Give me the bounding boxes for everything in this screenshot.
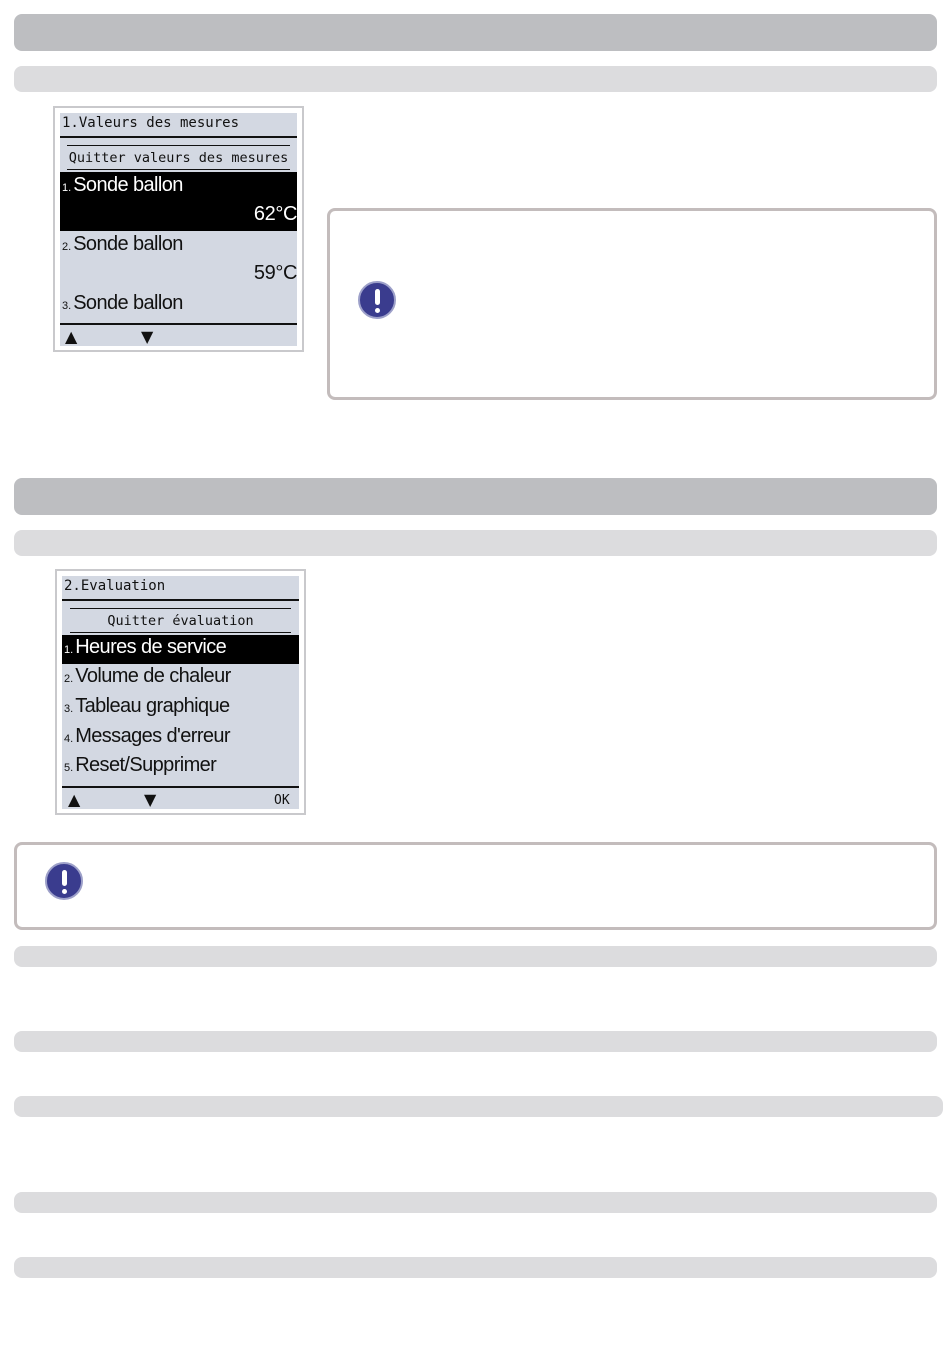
lcd-display [60, 113, 297, 346]
down-arrow-icon[interactable]: ▼ [141, 327, 154, 346]
row-number: 2. [62, 241, 72, 253]
item-label: Messages d'erreur [75, 725, 230, 747]
quit-bottom-line [70, 632, 291, 633]
row-number: 1. [62, 182, 72, 194]
measurement-row-3[interactable] [60, 290, 297, 320]
warning-note-box [14, 842, 937, 930]
lcd-display [62, 576, 299, 809]
section-header-bar [14, 478, 937, 515]
up-arrow-icon[interactable]: ▲ [65, 327, 78, 346]
item-label: Reset/Supprimer [75, 754, 217, 776]
item-label: Volume de chaleur [75, 665, 231, 687]
quit-top-line [70, 608, 291, 609]
footer-divider [62, 786, 299, 788]
row-number: 3. [62, 300, 72, 312]
section-header-bar [14, 14, 937, 51]
menu-item-operating-hours[interactable] [62, 635, 299, 664]
section-subheader-bar [14, 530, 937, 556]
warning-note-box [327, 208, 937, 400]
measurement-row-1[interactable] [60, 172, 297, 231]
item-number: 5. [64, 762, 74, 774]
menu-item-graph-table[interactable] [62, 694, 299, 723]
title-divider [62, 599, 299, 601]
screen-title: 1.Valeurs des mesures [62, 115, 240, 131]
measurement-row-2[interactable] [60, 231, 297, 290]
footer-divider [60, 323, 297, 325]
subsection-bar [14, 946, 937, 967]
item-number: 4. [64, 733, 74, 745]
item-number: 1. [64, 644, 74, 656]
quit-top-line [67, 145, 290, 146]
ok-button[interactable]: OK [274, 793, 290, 808]
subsection-bar [14, 1096, 943, 1117]
sensor-label: Sonde ballon [73, 292, 183, 314]
item-number: 2. [64, 673, 74, 685]
sensor-value: 62°C [253, 203, 297, 225]
sensor-label: Sonde ballon [73, 174, 183, 196]
up-arrow-icon[interactable]: ▲ [68, 790, 81, 809]
exclamation-circle-icon [358, 281, 396, 319]
sensor-label: Sonde ballon [73, 233, 183, 255]
screen-title: 2.Evaluation [64, 578, 166, 594]
menu-item-reset-delete[interactable] [62, 753, 299, 782]
quit-evaluation-item[interactable]: Quitter évaluation [107, 613, 254, 629]
subsection-bar [14, 1031, 937, 1052]
item-number: 3. [64, 703, 74, 715]
subsection-bar [14, 1257, 937, 1278]
section-subheader-bar [14, 66, 937, 92]
lcd-screen-measurements [53, 106, 304, 352]
item-label: Tableau graphique [75, 695, 230, 717]
lcd-screen-evaluation [55, 569, 306, 815]
quit-measurements-item[interactable]: Quitter valeurs des mesures [68, 150, 289, 166]
sensor-value: 59°C [253, 262, 297, 284]
item-label: Heures de service [75, 636, 227, 658]
down-arrow-icon[interactable]: ▼ [144, 790, 157, 809]
title-divider [60, 136, 297, 138]
subsection-bar [14, 1192, 937, 1213]
menu-item-heat-volume[interactable] [62, 664, 299, 693]
menu-item-error-messages[interactable] [62, 724, 299, 753]
exclamation-circle-icon [45, 862, 83, 900]
quit-bottom-line [67, 169, 290, 170]
